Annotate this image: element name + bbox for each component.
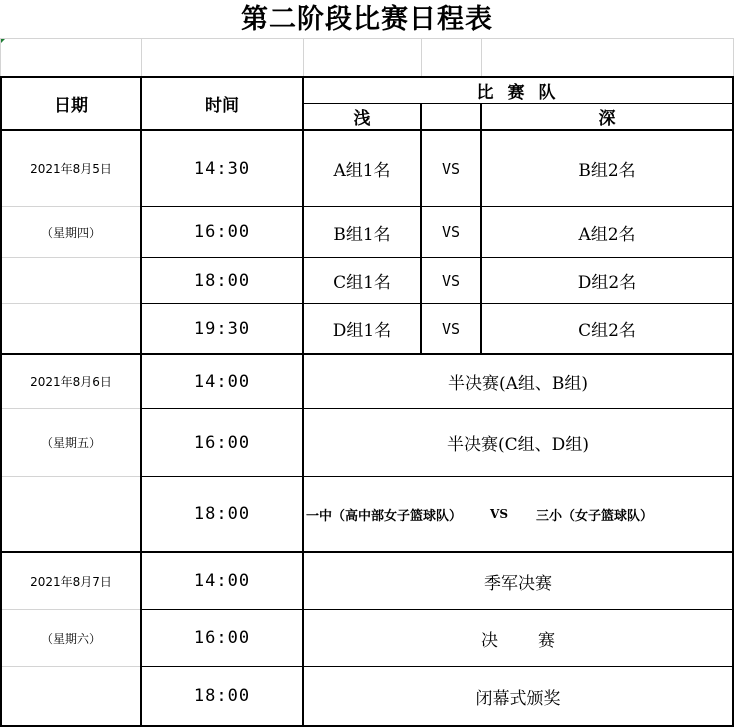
vs-label: VS	[441, 223, 461, 241]
day1-weekday: （星期四）	[40, 225, 101, 240]
day3-date: 2021年8月7日	[30, 574, 112, 589]
header-time: 时间	[205, 96, 239, 116]
team-light: A组1名	[333, 161, 391, 181]
match-time: 16:00	[193, 222, 251, 242]
gridline	[141, 38, 142, 76]
team-light: D组1名	[332, 321, 392, 341]
header-dark: 深	[598, 109, 616, 129]
match-time: 18:00	[193, 504, 251, 524]
gridline	[1, 303, 141, 304]
gridline	[0, 38, 734, 39]
vs-label: VS	[441, 271, 461, 290]
match-event	[304, 610, 732, 666]
match-event: 半决赛(A组、B组)	[447, 374, 589, 394]
match-event: 闭幕式颁奖	[475, 688, 561, 709]
match-time: 14:30	[193, 158, 251, 179]
match-event: 半决赛(C组、D组)	[447, 435, 589, 455]
match-event: 季军决赛	[484, 573, 552, 594]
vs-label: VS	[490, 507, 508, 521]
team-dark: B组2名	[578, 161, 636, 181]
match-time: 18:00	[193, 270, 251, 291]
match-time: 18:00	[193, 686, 251, 706]
match-time: 16:00	[193, 432, 251, 453]
match-time: 19:30	[193, 318, 251, 339]
team-light: C组1名	[333, 273, 391, 293]
team-dark: A组2名	[578, 224, 636, 245]
match-time: 16:00	[193, 628, 251, 648]
match-time: 14:00	[193, 571, 251, 591]
team-light: B组1名	[333, 224, 391, 245]
gridline	[1, 257, 141, 258]
team-b: 三小（女子篮球队）	[536, 508, 654, 524]
vs-label: VS	[441, 319, 461, 338]
day3-weekday: （星期六）	[40, 631, 101, 646]
gridline	[1, 666, 141, 667]
match-time: 14:00	[193, 371, 251, 392]
day2-weekday: （星期五）	[40, 436, 101, 450]
gridline	[0, 38, 1, 76]
gridline	[421, 38, 422, 76]
vs-label: VS	[441, 159, 461, 178]
gridline	[1, 476, 141, 477]
gridline	[481, 38, 482, 76]
gridline	[303, 38, 304, 76]
day2-date: 2021年8月6日	[30, 375, 112, 389]
exhibition-match	[304, 477, 732, 551]
header-teams: 比赛队	[476, 83, 570, 103]
team-a: 一中（高中部女子篮球队）	[306, 508, 463, 524]
team-dark: C组2名	[578, 321, 636, 341]
event-char-a: 决	[481, 630, 498, 651]
team-dark: D组2名	[577, 273, 637, 293]
header-light: 浅	[353, 109, 371, 129]
header-date: 日期	[54, 96, 88, 116]
event-char-b: 赛	[538, 630, 555, 651]
page-title: 第二阶段比赛日程表	[241, 4, 493, 35]
day1-date: 2021年8月5日	[30, 162, 112, 176]
